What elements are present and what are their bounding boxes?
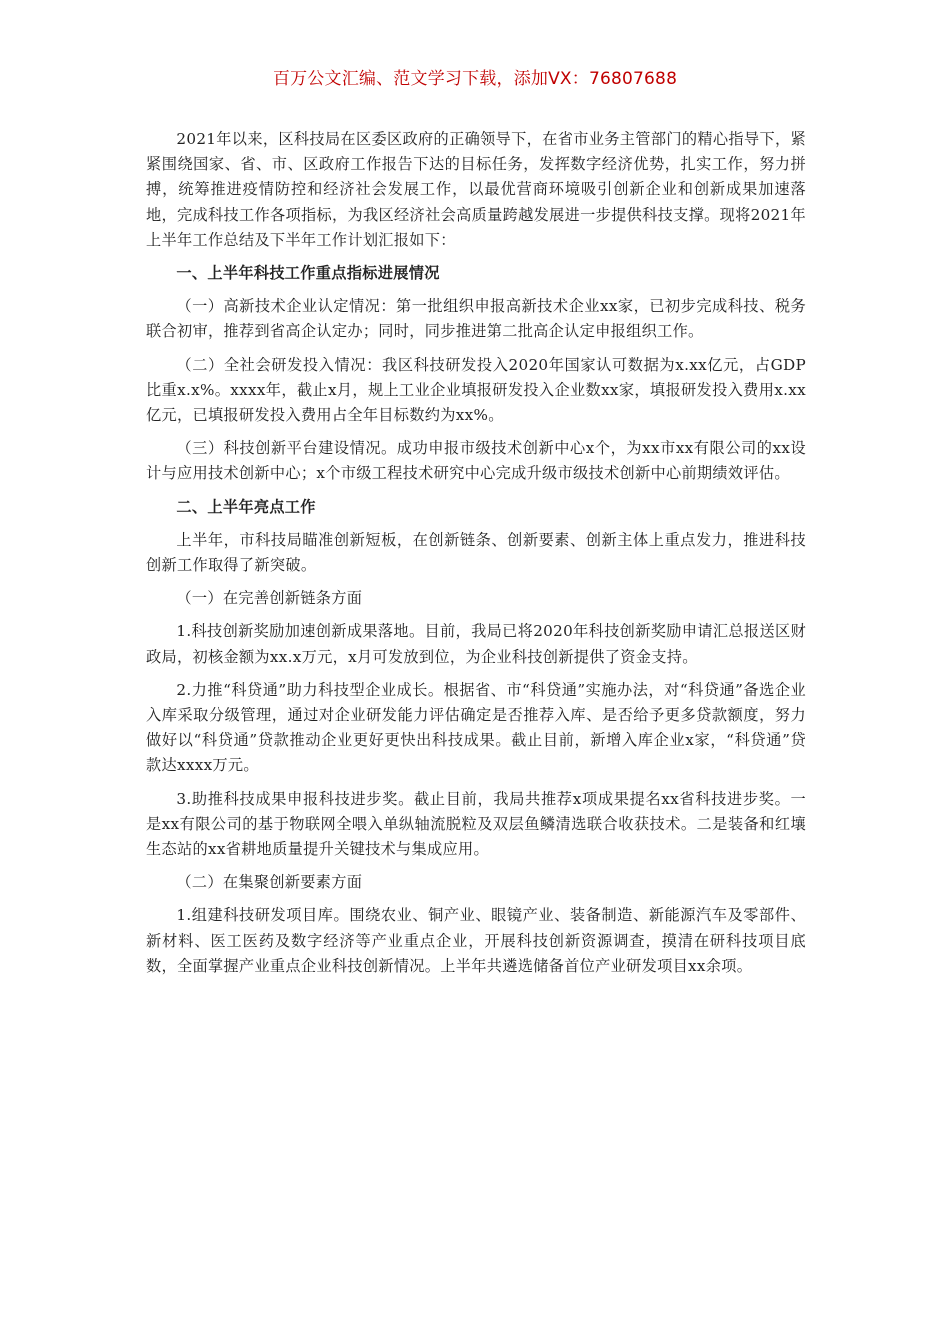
paragraph-innovation-award: 1.科技创新奖励加速创新成果落地。目前，我局已将2020年科技创新奖励申请汇总报送区财政局，初核金额为xx.x万元，x月可发放到位，为企业科技创新提供了资金支持。 — [146, 622, 806, 666]
subheading-innovation-elements: （二）在集聚创新要素方面 — [176, 873, 363, 892]
paragraph-kedaitong: 2.力推“科贷通”助力科技型企业成长。根据省、市“科贷通”实施办法，对“科贷通”备选企业入库采取分级管理，通过对企业研发能力评估确定是否推荐入库、是否给予更多贷款额度，努力做好以“科贷通”贷款推动企业更好更快出科技成果。截止目前，新增入库企业x家，“科贷通”贷款达xxxx万元。 — [146, 680, 806, 775]
section-heading-1: 一、上半年科技工作重点指标进展情况 — [176, 264, 440, 283]
section-heading-2: 二、上半年亮点工作 — [176, 497, 316, 516]
paragraph-highlights: 上半年，市科技局瞄准创新短板，在创新链条、创新要素、创新主体上重点发力，推进科技创新工作取得了新突破。 — [146, 530, 806, 575]
paragraph-project-library: 1.组建科技研发项目库。围绕农业、铜产业、眼镜产业、装备制造、新能源汽车及零部件、新材料、医工医药及数字经济等产业重点企业，开展科技创新资源调查，摸清在研科技项目底数，全面掌握产业重点企业科技创新情况。上半年共遴选储备首位产业研发项目xx余项。 — [146, 906, 806, 975]
promo-banner: 百万公文汇编、范文学习下载，添加VX：76807688 — [272, 69, 678, 89]
document-body — [146, 127, 806, 979]
paragraph-high-tech: （一）高新技术企业认定情况：第一批组织申报高新技术企业xx家，已初步完成科技、税务联合初审，推荐到省高企认定办；同时，同步推进第二批高企认定申报组织工作。 — [146, 297, 806, 341]
intro-paragraph: 2021年以来，区科技局在区委区政府的正确领导下，在省市业务主管部门的精心指导下，紧紧围绕国家、省、市、区政府工作报告下达的目标任务，发挥数字经济优势，扎实工作，努力拼搏，统筹推进疫情防控和经济社会发展工作，以最优营商环境吸引创新企业和创新成果加速落地，完成科技工作各项指标，为我区经济社会高质量跨越发展进一步提供科技支撑。现将2021年上半年工作总结及下半年工作计划汇报如下： — [146, 130, 806, 249]
paragraph-progress-award: 3.助推科技成果申报科技进步奖。截止目前，我局共推荐x项成果提名xx省科技进步奖。一是xx有限公司的基于物联网全喂入单纵轴流脱粒及双层鱼鳞清选联合收获技术。二是装备和红壤生态站的xx省耕地质量提升关键技术与集成应用。 — [146, 789, 806, 859]
paragraph-platform: （三）科技创新平台建设情况。成功申报市级技术创新中心x个，为xx市xx有限公司的xx设计与应用技术创新中心；x个市级工程技术研究中心完成升级市级技术创新中心前期绩效评估。 — [146, 439, 806, 483]
subheading-innovation-chain: （一）在完善创新链条方面 — [176, 589, 363, 608]
paragraph-rd-investment: （二）全社会研发投入情况：我区科技研发投入2020年国家认可数据为x.xx亿元，占GDP比重x.x%。xxxx年，截止x月，规上工业企业填报研发投入企业数xx家，填报研发投入费用x.xx亿元，已填报研发投入费用占全年目标数约为xx%。 — [146, 355, 806, 425]
